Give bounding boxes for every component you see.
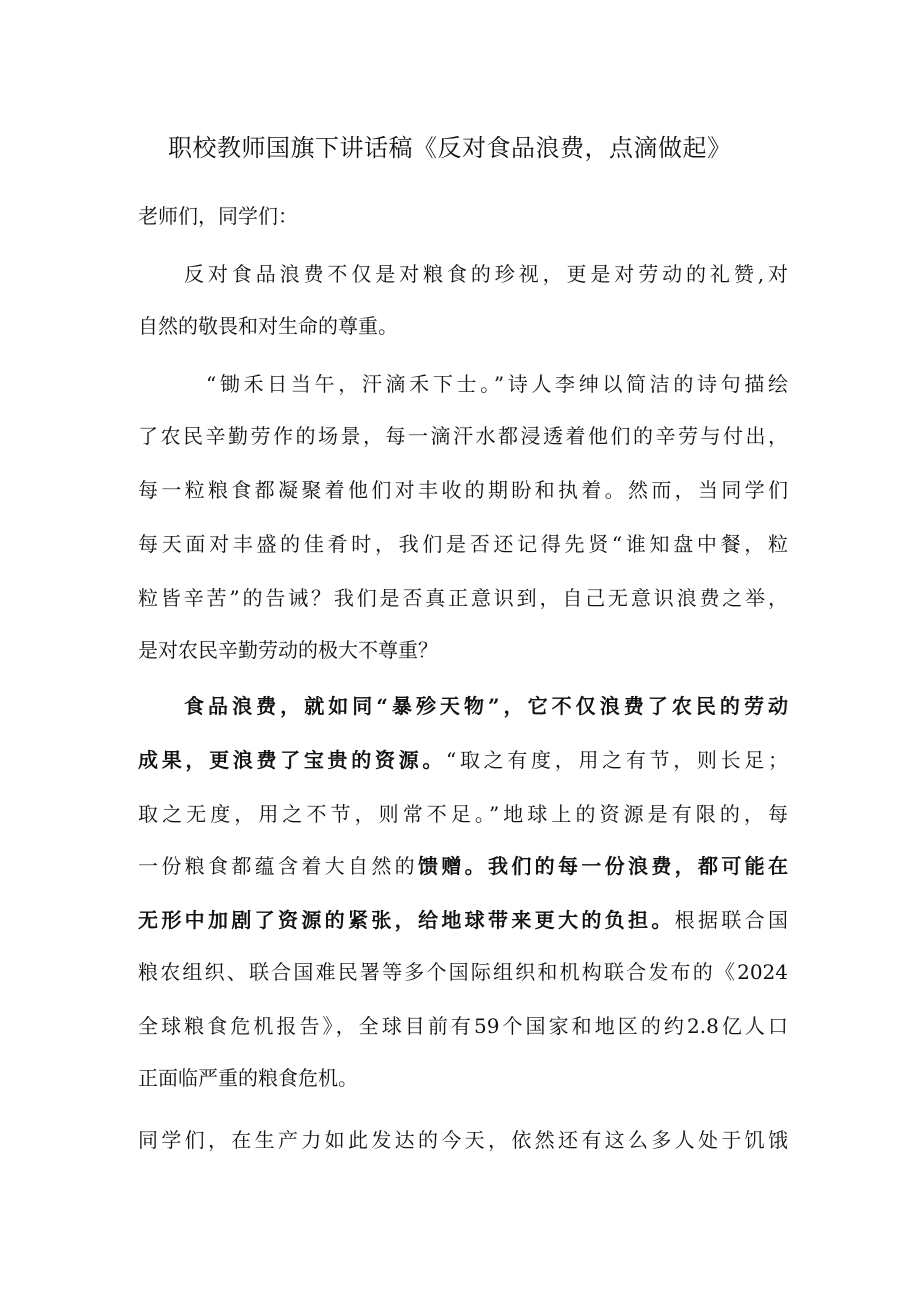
paragraph-2-line-3: 每一粒粮食都凝聚着他们对丰收的期盼和执着。然而，当同学们	[138, 478, 788, 502]
paragraph-2-line-6: 是对农民辛勤劳动的极大不尊重？	[138, 638, 438, 662]
paragraph-3-line-2-rest: “取之有度，用之有节，则长足；	[446, 748, 788, 772]
document-title: 职校教师国旗下讲话稿《反对食品浪费，点滴做起》	[168, 134, 732, 162]
paragraph-3-line-5-rest: 根据联合国	[674, 908, 788, 932]
paragraph-2-line-1: “锄禾日当午，汗滴禾下士。”诗人李绅以简洁的诗句描绘	[206, 372, 788, 396]
paragraph-3-line-5-bold: 无形中加剧了资源的紧张，给地球带来更大的负担。	[138, 908, 675, 932]
paragraph-3-line-8: 正面临严重的粮食危机。	[138, 1066, 358, 1090]
paragraph-3-line-2-bold: 成果，更浪费了宝贵的资源。	[138, 748, 447, 772]
paragraph-3-line-4-bold: 馈赠。我们的每一份浪费，都可能在	[418, 854, 788, 878]
paragraph-2-line-4: 每天面对丰盛的佳肴时，我们是否还记得先贤“谁知盘中餐，粒	[138, 532, 788, 556]
paragraph-3-line-2	[138, 740, 788, 780]
paragraph-2-line-2: 了农民辛勤劳作的场景，每一滴汗水都浸透着他们的辛劳与付出，	[138, 424, 788, 448]
paragraph-3-line-4	[138, 846, 788, 886]
salutation: 老师们，同学们：	[138, 204, 298, 228]
paragraph-1-line-1: 反对食品浪费不仅是对粮食的珍视，更是对劳动的礼赞,对	[184, 262, 788, 286]
paragraph-3-line-4-plain: 一份粮食都蕴含着大自然的	[138, 854, 418, 878]
paragraph-3-line-6: 粮农组织、联合国难民署等多个国际组织和机构联合发布的《2024	[138, 960, 788, 984]
paragraph-3-line-7: 全球粮食危机报告》，全球目前有59个国家和地区的约2.8亿人口	[138, 1014, 788, 1038]
paragraph-1-line-2: 自然的敬畏和对生命的尊重。	[138, 314, 398, 338]
paragraph-3-line-5	[138, 900, 788, 940]
paragraph-3-line-1: 食品浪费，就如同“暴殄天物”，它不仅浪费了农民的劳动	[184, 694, 788, 718]
paragraph-2-line-5: 粒皆辛苦”的告诫？我们是否真正意识到，自己无意识浪费之举，	[138, 586, 788, 610]
paragraph-3-line-3: 取之无度，用之不节，则常不足。”地球上的资源是有限的，每	[138, 802, 788, 826]
paragraph-4-line-1: 同学们，在生产力如此发达的今天，依然还有这么多人处于饥饿	[138, 1128, 788, 1152]
